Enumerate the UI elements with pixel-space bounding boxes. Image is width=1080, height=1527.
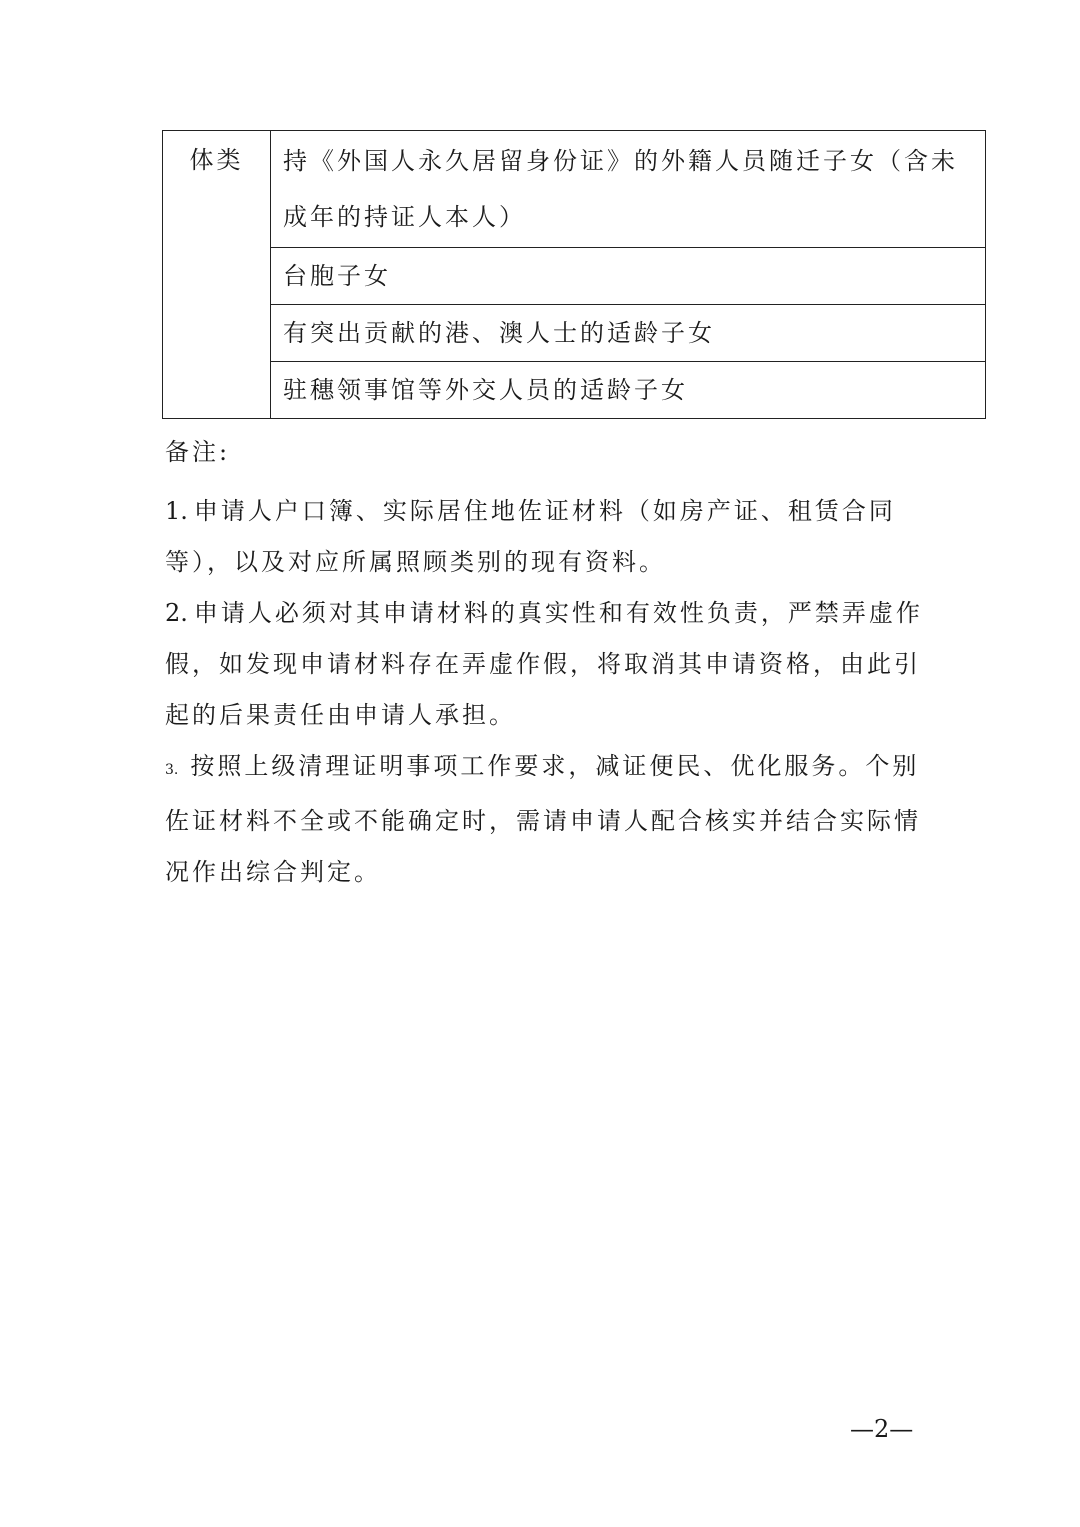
notes-section (165, 432, 925, 898)
note-number: 1. (165, 497, 188, 525)
note-text: 按照上级清理证明事项工作要求，减证便民、优化服务。个别佐证材料不全或不能确定时，需请申请人配合核实并结合实际情况作出综合判定。 (165, 752, 921, 886)
note-number: 3. (165, 762, 179, 778)
page-number: —2— (850, 1415, 914, 1443)
table-row (163, 362, 986, 419)
note-text: 申请人户口簿、实际居住地佐证材料（如房产证、租赁合同等），以及对应所属照顾类别的现有资料。 (165, 497, 896, 576)
table-row (163, 248, 986, 305)
table-cell-hk-macau: 有突出贡献的港、澳人士的适龄子女 (271, 305, 986, 362)
note-text: 申请人必须对其申请材料的真实性和有效性负责，严禁弄虚作假，如发现申请材料存在弄虚作假，将取消其申请资格，由此引起的后果责任由申请人承担。 (165, 599, 923, 729)
note-item-1 (165, 486, 925, 588)
table-cell-foreign-residents: 持《外国人永久居留身份证》的外籍人员随迁子女（含未成年的持证人本人） (271, 131, 986, 248)
note-item-3 (165, 741, 925, 898)
table-cell-diplomats: 驻穗领事馆等外交人员的适龄子女 (271, 362, 986, 419)
eligibility-table (162, 130, 986, 419)
note-number: 2. (165, 599, 188, 627)
notes-title: 备注: (165, 438, 231, 466)
note-item-2 (165, 588, 925, 741)
table-cell-taiwan: 台胞子女 (271, 248, 986, 305)
table-row (163, 305, 986, 362)
category-cell: 体类 (163, 131, 271, 419)
table-row (163, 131, 986, 248)
